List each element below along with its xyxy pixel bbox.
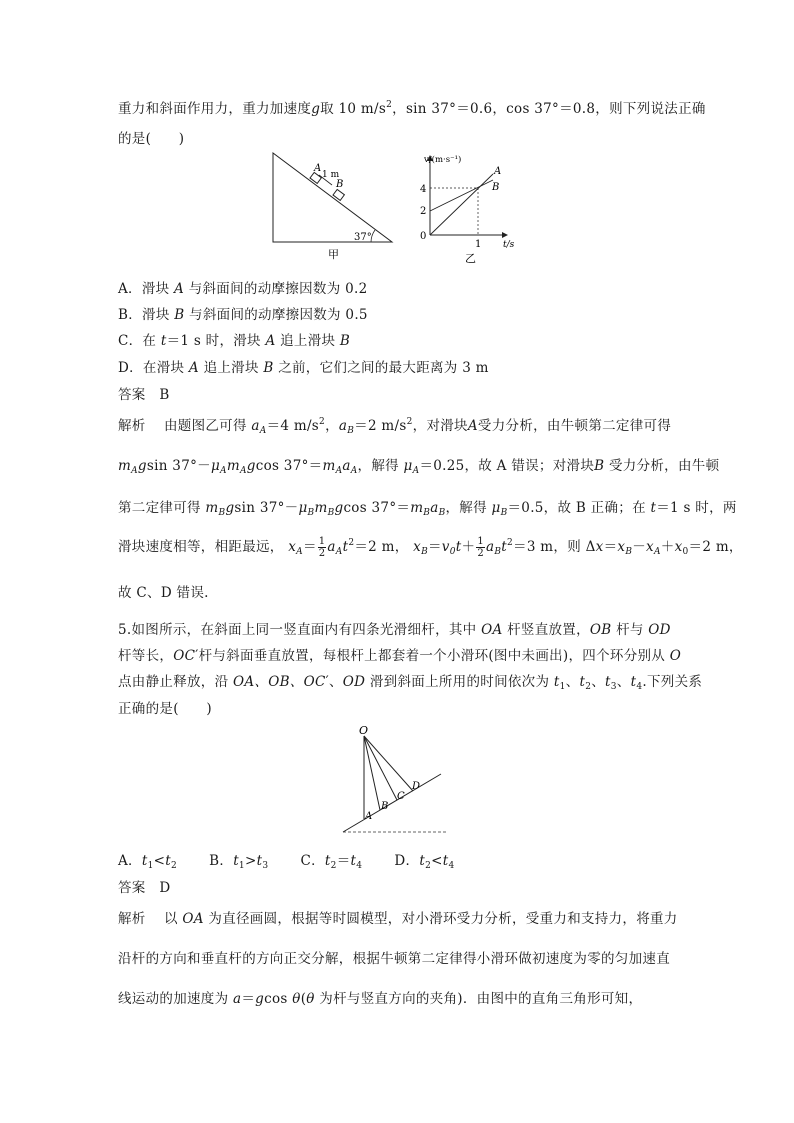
text: ′、 bbox=[325, 674, 343, 690]
answer-label: 答案 bbox=[118, 880, 146, 896]
var: OA、OB、OC bbox=[233, 674, 326, 690]
answer-value: B bbox=[159, 387, 170, 403]
text: 受力分析，由牛顿第二定律可得 bbox=[477, 418, 672, 434]
caption-yi: 乙 bbox=[465, 252, 476, 265]
var: OA bbox=[481, 622, 503, 638]
q5-option-b: B．$t_1>t_3$ bbox=[209, 853, 269, 871]
text: 与斜面间的动摩擦因数为 0.2 bbox=[184, 281, 368, 297]
text: D．在滑块 bbox=[118, 360, 189, 376]
line-A bbox=[430, 174, 493, 235]
tick-0: 0 bbox=[420, 231, 427, 242]
text: 点由静止释放，沿 bbox=[118, 674, 229, 690]
label-O: O bbox=[359, 724, 369, 737]
text: ＝0.25，故 A 错误；对滑块 bbox=[419, 458, 595, 474]
var: θ bbox=[306, 991, 315, 1007]
q5-stem-line2 bbox=[118, 644, 681, 664]
text: ＝ bbox=[302, 539, 317, 555]
text: 之前，它们之间的最大距离为 3 m bbox=[273, 360, 489, 376]
option-key: D． bbox=[394, 853, 420, 869]
text: 滑块速度相等，相距最远， bbox=[118, 539, 284, 555]
text: ′杆与斜面垂直放置，每根杆上都套着一个小滑环(图中未画出)，四个环分别从 bbox=[195, 648, 666, 664]
var: A bbox=[188, 360, 199, 376]
var: OD bbox=[342, 674, 366, 690]
q5-stem-line4: 正确的是( ) bbox=[118, 701, 212, 717]
q5-analysis-line3 bbox=[118, 987, 642, 1007]
var: A bbox=[265, 333, 276, 349]
var: OD bbox=[648, 622, 671, 638]
text: sin 37°－ bbox=[146, 458, 211, 474]
figure-vt-yi bbox=[410, 148, 520, 266]
q4-option-b bbox=[118, 303, 368, 323]
label-1m: 1 m bbox=[322, 170, 340, 180]
tick-2: 2 bbox=[420, 206, 427, 217]
q4-analysis-line5: 故 C、D 错误. bbox=[118, 585, 209, 601]
var: OA bbox=[182, 911, 204, 927]
text: 为直径画圆，根据等时圆模型，对小滑环受力分析，受重力和支持力，将重力 bbox=[208, 911, 678, 927]
text: ＝1 s 时，两 bbox=[656, 500, 737, 516]
var: B bbox=[339, 333, 351, 349]
text: 追上滑块 bbox=[198, 360, 264, 376]
q4-analysis-line1: 解析 由题图乙可得 $a_A=4$ $m/s^2$，$a_B=2$ $m/s^2$，对滑块A受力分析，由牛顿第二定律可得 bbox=[118, 417, 672, 436]
q5-answer bbox=[118, 876, 171, 896]
text: B．滑块 bbox=[118, 307, 175, 323]
label-A: A bbox=[314, 163, 322, 174]
q5-stem-line1 bbox=[118, 618, 671, 638]
label-A: A bbox=[365, 811, 373, 822]
var: OB bbox=[589, 622, 612, 638]
var: g bbox=[255, 991, 265, 1007]
text: 杆竖直放置， bbox=[507, 622, 590, 638]
text: ＝0.5，故 B 正确；在 bbox=[507, 500, 646, 516]
text: ＝2 m， bbox=[354, 539, 409, 555]
text: 追上滑块 bbox=[275, 333, 340, 349]
text: cos bbox=[264, 991, 288, 1007]
q5-option-c: C．$t_2=t_4$ bbox=[300, 853, 363, 871]
analysis-label: 解析 bbox=[118, 418, 146, 434]
q5-option-d: D．$t_2<t_4$ bbox=[394, 853, 455, 871]
text: ＝1 s 时，滑块 bbox=[166, 333, 266, 349]
var: θ bbox=[292, 991, 301, 1007]
answer-label: 答案 bbox=[118, 387, 146, 403]
text: ＝ bbox=[427, 539, 442, 555]
text: A．滑块 bbox=[118, 281, 175, 297]
text: 第二定律可得 bbox=[118, 500, 201, 516]
var: B bbox=[263, 360, 274, 376]
text: 杆等长， bbox=[118, 648, 174, 664]
q5-analysis-line2: 沿杆的方向和垂直杆的方向正交分解，根据牛顿第二定律得小滑环做初速度为零的匀加速直 bbox=[118, 951, 670, 967]
option-key: C． bbox=[300, 853, 325, 869]
text: .下列关系 bbox=[642, 674, 703, 690]
text: 由题图乙可得 bbox=[163, 418, 247, 434]
text: ，解得 bbox=[445, 500, 487, 516]
var: B bbox=[174, 307, 185, 323]
text: 重力和斜面作用力，重力加速度 bbox=[118, 101, 312, 117]
var: t bbox=[160, 333, 167, 349]
text: 取 10 m/s bbox=[320, 101, 387, 117]
label-line-A: A bbox=[494, 166, 502, 177]
text: 滑到斜面上所用的时间依次为 bbox=[369, 674, 550, 690]
text: 杆与 bbox=[616, 622, 644, 638]
text: ＝ bbox=[241, 991, 256, 1007]
q4-analysis-line3: 第二定律可得 $m_Bgsin$ $37^\circ-\mu_Bm_Bgcos$ $37^\circ=m_Ba_B$，解得 $\mu_B=0.5$，故 B 正确；在 t＝1 s 时，两 bbox=[118, 500, 737, 518]
text: 5.如图所示，在斜面上同一竖直面内有四条光滑细杆，其中 bbox=[118, 622, 477, 638]
sup: 2 bbox=[386, 100, 393, 110]
tick-4: 4 bbox=[420, 184, 427, 195]
answer-value: D bbox=[159, 880, 171, 896]
q5-analysis-line1 bbox=[118, 907, 678, 927]
caption-jia: 甲 bbox=[328, 248, 339, 261]
text: ＝3 m，则 Δ bbox=[513, 539, 596, 555]
line-B bbox=[430, 180, 493, 211]
text: ＝2 m， bbox=[688, 539, 743, 555]
option-key: A． bbox=[118, 853, 142, 869]
label-C: C bbox=[397, 791, 405, 802]
label-angle: 37° bbox=[354, 232, 372, 243]
q5-option-a: A．$t_1<t_2$ bbox=[118, 853, 178, 871]
text: ( bbox=[300, 991, 307, 1007]
q5-stem-line3: 点由静止释放，沿 OA、OB、OC′、OD 滑到斜面上所用的时间依次为 $t_1$、$t_2$、$t_3$、$t_4$.下列关系 bbox=[118, 674, 703, 692]
tick-1: 1 bbox=[475, 239, 482, 250]
text: sin 37°－ bbox=[234, 500, 299, 516]
text: cos 37°＝ bbox=[343, 500, 411, 516]
var: O bbox=[669, 648, 682, 664]
q4-stem-line1 bbox=[118, 97, 706, 117]
var-g: g bbox=[311, 101, 321, 117]
label-B: B bbox=[336, 179, 344, 190]
analysis-label: 解析 bbox=[118, 911, 146, 927]
q5-options bbox=[118, 849, 455, 871]
text: ，对滑块 bbox=[412, 418, 468, 434]
text: ＝4 m/s bbox=[266, 418, 320, 434]
text: － bbox=[632, 539, 647, 555]
q4-option-a bbox=[118, 277, 367, 297]
text: 以 bbox=[163, 911, 178, 927]
figure-incline-jia bbox=[270, 150, 400, 265]
axis-ylabel: v/(m·s⁻¹) bbox=[424, 155, 462, 165]
var: A bbox=[174, 281, 185, 297]
text: 受力分析，由牛顿 bbox=[608, 458, 720, 474]
q4-option-d bbox=[118, 356, 489, 376]
text: 与斜面间的动摩擦因数为 0.5 bbox=[184, 307, 368, 323]
text: ，解得 bbox=[357, 458, 399, 474]
var: a bbox=[233, 991, 242, 1007]
text: ， bbox=[325, 418, 339, 434]
q4-answer bbox=[118, 383, 170, 403]
text: ，sin 37°＝0.6，cos 37°＝0.8，则下列说法正确 bbox=[392, 101, 706, 117]
text: 线运动的加速度为 bbox=[118, 991, 229, 1007]
q4-stem-line2: 的是( ) bbox=[118, 131, 185, 147]
label-B: B bbox=[381, 801, 389, 812]
var: OC bbox=[173, 648, 196, 664]
q4-option-c bbox=[118, 329, 350, 349]
text: 为杆与竖直方向的夹角)．由图中的直角三角形可知， bbox=[319, 991, 643, 1007]
q4-analysis-line2: $m_Agsin$ $37^\circ-\mu_Am_Agcos$ $37^\circ=m_Aa_A$，解得 $\mu_A=0.25$，故 A 错误；对滑块B 受力分析，由牛顿 bbox=[118, 458, 720, 476]
text: ＝ bbox=[603, 539, 618, 555]
q4-analysis-line4: 滑块速度相等，相距最远， $x_A=$ $\frac{1}{2}$ $a_At^2=2$ m， $x_B=v_0t+$ $\frac{1}{2}$ $a_Bt^2=3$ m，则 $\Delta x=x_B-x_A+x_0=2$ m， bbox=[118, 536, 743, 559]
label-D: D bbox=[412, 781, 421, 792]
text: ＝2 m/s bbox=[354, 418, 407, 434]
text: C．在 bbox=[118, 333, 161, 349]
label-line-B: B bbox=[492, 182, 500, 193]
figure-rods bbox=[335, 722, 460, 837]
axis-xlabel: t/s bbox=[503, 240, 515, 250]
option-key: B． bbox=[209, 853, 234, 869]
text: cos 37°＝ bbox=[255, 458, 323, 474]
